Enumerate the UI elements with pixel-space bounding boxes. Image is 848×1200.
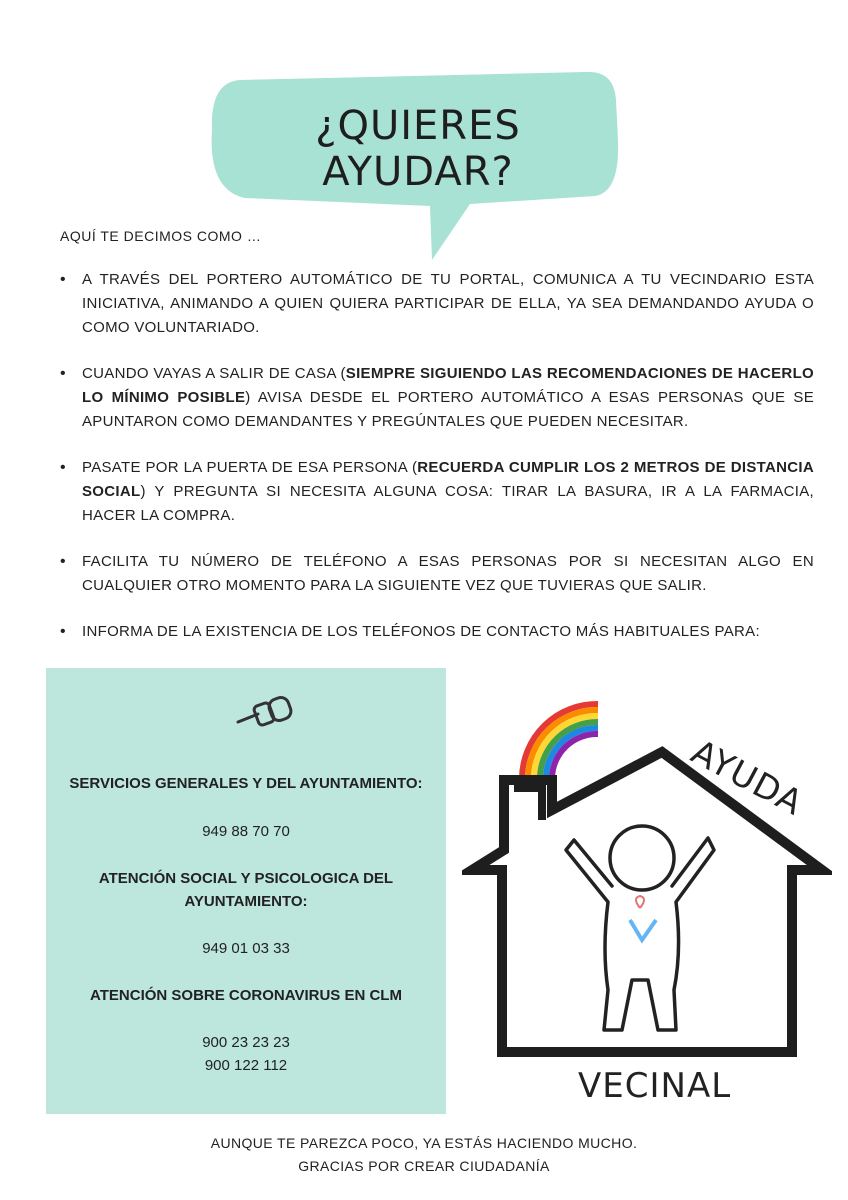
list-item: • PASATE POR LA PUERTA DE ESA PERSONA (RECUERDA CUMPLIR LOS 2 METROS DE DISTANCIA SOCIAL) Y PREGUNTA SI NECESITA ALGUNA COSA: TIRAR LA BASURA, IR A LA FARMACIA, HACER LA COMPRA. bbox=[58, 456, 814, 528]
list-item: • FACILITA TU NÚMERO DE TELÉFONO A ESAS PERSONAS POR SI NECESITAN ALGO EN CUALQUIER OTRO MOMENTO PARA LA SIGUIENTE VEZ QUE TUVIERAS QUE SALIR. bbox=[58, 550, 814, 598]
contact-covid-title: ATENCIÓN SOBRE CORONAVIRUS EN CLM bbox=[90, 987, 402, 1004]
intro-text: AQUÍ TE DECIMOS COMO … bbox=[60, 228, 262, 244]
page-title: ¿QUIERES AYUDAR? bbox=[315, 103, 521, 195]
list-item: • A TRAVÉS DEL PORTERO AUTOMÁTICO DE TU PORTAL, COMUNICA A TU VECINDARIO ESTA INICIATIVA, ANIMANDO A QUIEN QUIERA PARTICIPAR DE ELLA, YA SEA DEMANDANDO AYUDA O COMO VOLUNTARIADO. bbox=[58, 268, 814, 340]
logo-word-top: AYUDA bbox=[684, 732, 810, 824]
list-item: • CUANDO VAYAS A SALIR DE CASA (SIEMPRE SIGUIENDO LAS RECOMENDACIONES DE HACERLO LO MÍNIMO POSIBLE) AVISA DESDE EL PORTERO AUTOMÁTICO A ESAS PERSONAS QUE SE APUNTARON COMO DEMANDANTES Y PREGÚNTALES QUE PUEDEN NECESITAR. bbox=[58, 362, 814, 434]
footer bbox=[0, 1132, 848, 1178]
instructions-list bbox=[58, 268, 814, 666]
contact-social-title-1: ATENCIÓN SOCIAL Y PSICOLOGICA DEL bbox=[98, 870, 394, 887]
pushpin-icon bbox=[232, 690, 298, 732]
contact-general-phone: 949 88 70 70 bbox=[202, 823, 290, 840]
ayuda-vecinal-logo bbox=[462, 690, 832, 1110]
list-item: • INFORMA DE LA EXISTENCIA DE LOS TELÉFONOS DE CONTACTO MÁS HABITUALES PARA: bbox=[58, 620, 814, 644]
logo-word-bottom: VECINAL bbox=[578, 1066, 732, 1106]
footer-line-1: AUNQUE TE PAREZCA POCO, YA ESTÁS HACIENDO MUCHO. bbox=[210, 1135, 638, 1151]
contact-social-phone: 949 01 03 33 bbox=[202, 940, 290, 957]
contact-covid-phone-1: 900 23 23 23 bbox=[202, 1034, 290, 1051]
contact-general-title: SERVICIOS GENERALES Y DEL AYUNTAMIENTO: bbox=[69, 775, 423, 792]
contact-social-title-2: AYUNTAMIENTO: bbox=[184, 893, 308, 910]
footer-line-2: GRACIAS POR CREAR CIUDADANÍA bbox=[298, 1158, 550, 1174]
contact-covid-phone-2: 900 122 112 bbox=[204, 1057, 288, 1074]
